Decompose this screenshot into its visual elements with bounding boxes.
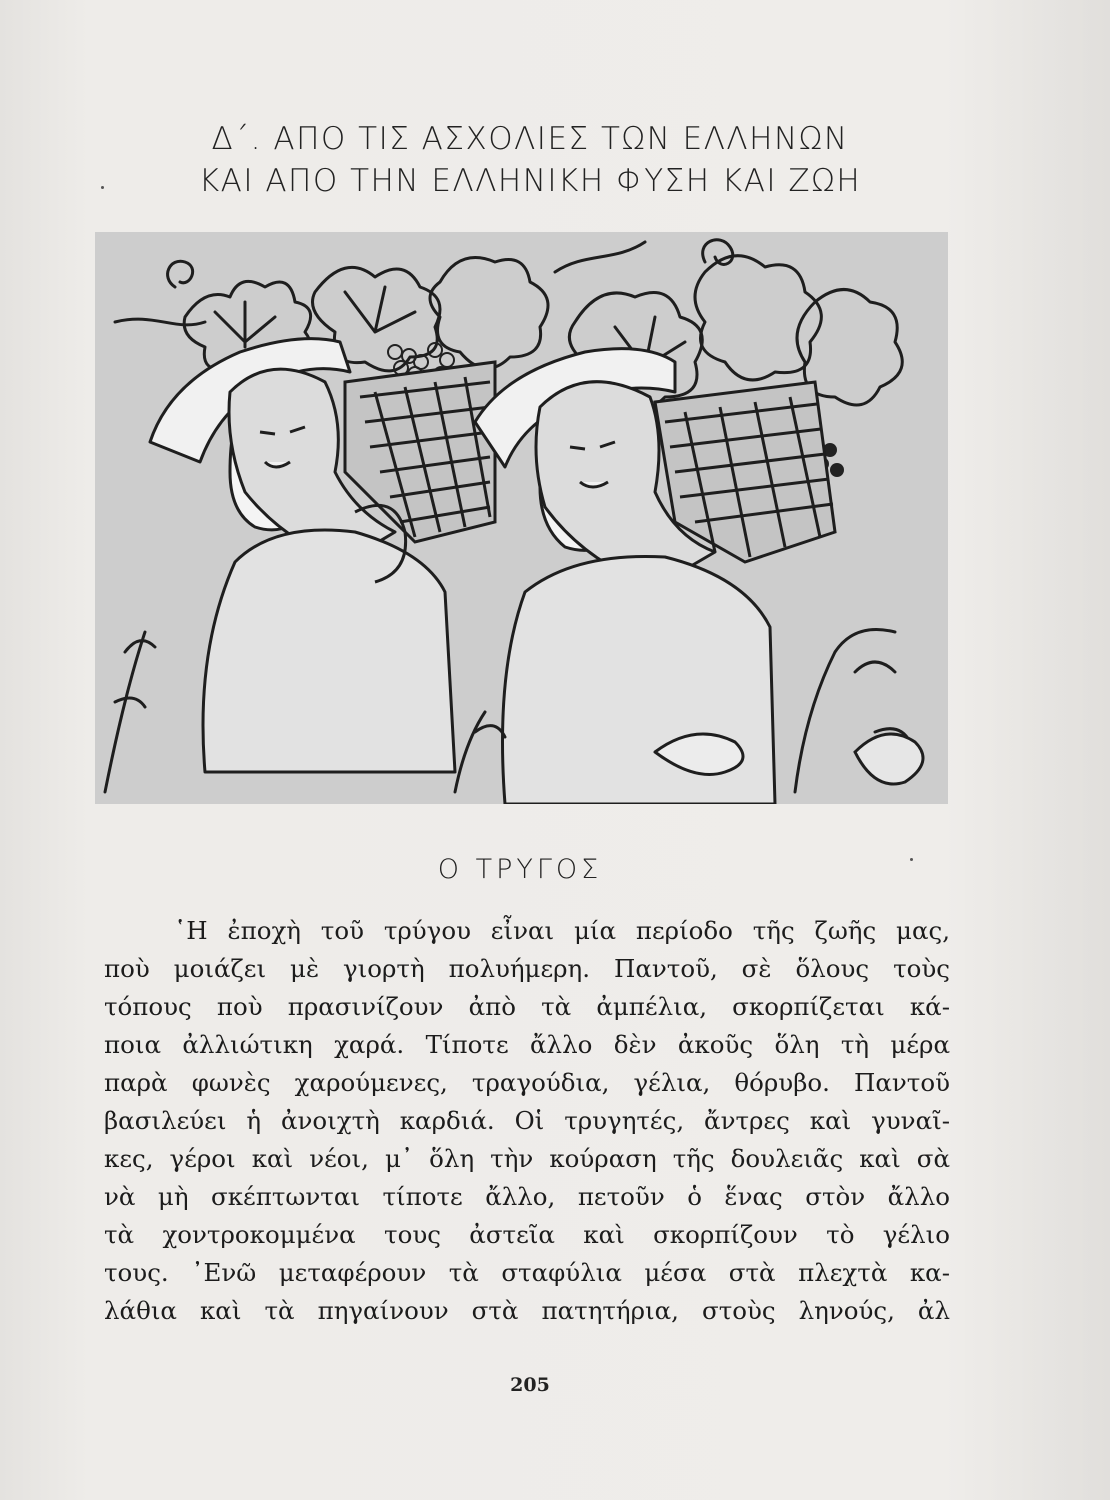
body-line: κες, γέροι καὶ νέοι, μ᾿ ὅλη τὴν κούραση τῆς δουλειᾶς καὶ σὰ bbox=[104, 1144, 950, 1173]
page-shadow bbox=[950, 0, 1110, 1500]
print-speck bbox=[101, 186, 104, 189]
illustration-drawing bbox=[95, 232, 948, 804]
page-number: 205 bbox=[510, 1374, 550, 1396]
body-line: ποὺ μοιάζει μὲ γιορτὴ πολυήμερη. Παντοῦ, σὲ ὅλους τοὺς bbox=[104, 954, 950, 983]
body-line: λάθια καὶ τὰ πηγαίνουν στὰ πατητήρια, στοὺς ληνούς, ἀλ bbox=[104, 1296, 950, 1325]
chapter-title: Ο ΤΡΥΓΟΣ bbox=[437, 854, 603, 885]
body-line: ποια ἀλλιώτικη χαρά. Τίποτε ἄλλο δὲν ἀκοῦς ὅλη τὴ μέρα bbox=[104, 1030, 950, 1059]
section-heading bbox=[150, 118, 910, 202]
print-speck bbox=[910, 858, 913, 861]
section-heading-line-1: Δ΄. ΑΠΟ ΤΙΣ ΑΣΧΟΛΙΕΣ ΤΩΝ ΕΛΛΗΝΩΝ bbox=[211, 121, 849, 157]
body-paragraph bbox=[104, 912, 950, 1330]
body-line: βασιλεύει ἡ ἀνοιχτὴ καρδιά. Οἱ τρυγητές, ἄντρες καὶ γυναῖ- bbox=[104, 1106, 950, 1135]
body-line: τὰ χοντροκομμένα τους ἀστεῖα καὶ σκορπίζουν τὸ γέλιο bbox=[104, 1220, 950, 1249]
section-heading-line-2: ΚΑΙ ΑΠΟ ΤΗΝ ΕΛΛΗΝΙΚΗ ΦΥΣΗ ΚΑΙ ΖΩΗ bbox=[198, 163, 862, 199]
body-line: τόπους ποὺ πρασινίζουν ἀπὸ τὰ ἀμπέλια, σκορπίζεται κά- bbox=[104, 992, 950, 1021]
body-line: νὰ μὴ σκέπτωνται τίποτε ἄλλο, πετοῦν ὁ ἕνας στὸν ἄλλο bbox=[104, 1182, 950, 1211]
body-line: παρὰ φωνὲς χαρούμενες, τραγούδια, γέλια, θόρυβο. Παντοῦ bbox=[104, 1068, 950, 1097]
illustration-grape-harvest bbox=[95, 232, 948, 804]
body-line: ῾Η ἐποχὴ τοῦ τρύγου εἶναι μία περίοδο τῆς ζωῆς μας, bbox=[174, 916, 950, 945]
body-line: τους. ᾿Ενῶ μεταφέρουν τὰ σταφύλια μέσα στὰ πλεχτὰ κα- bbox=[104, 1258, 950, 1287]
